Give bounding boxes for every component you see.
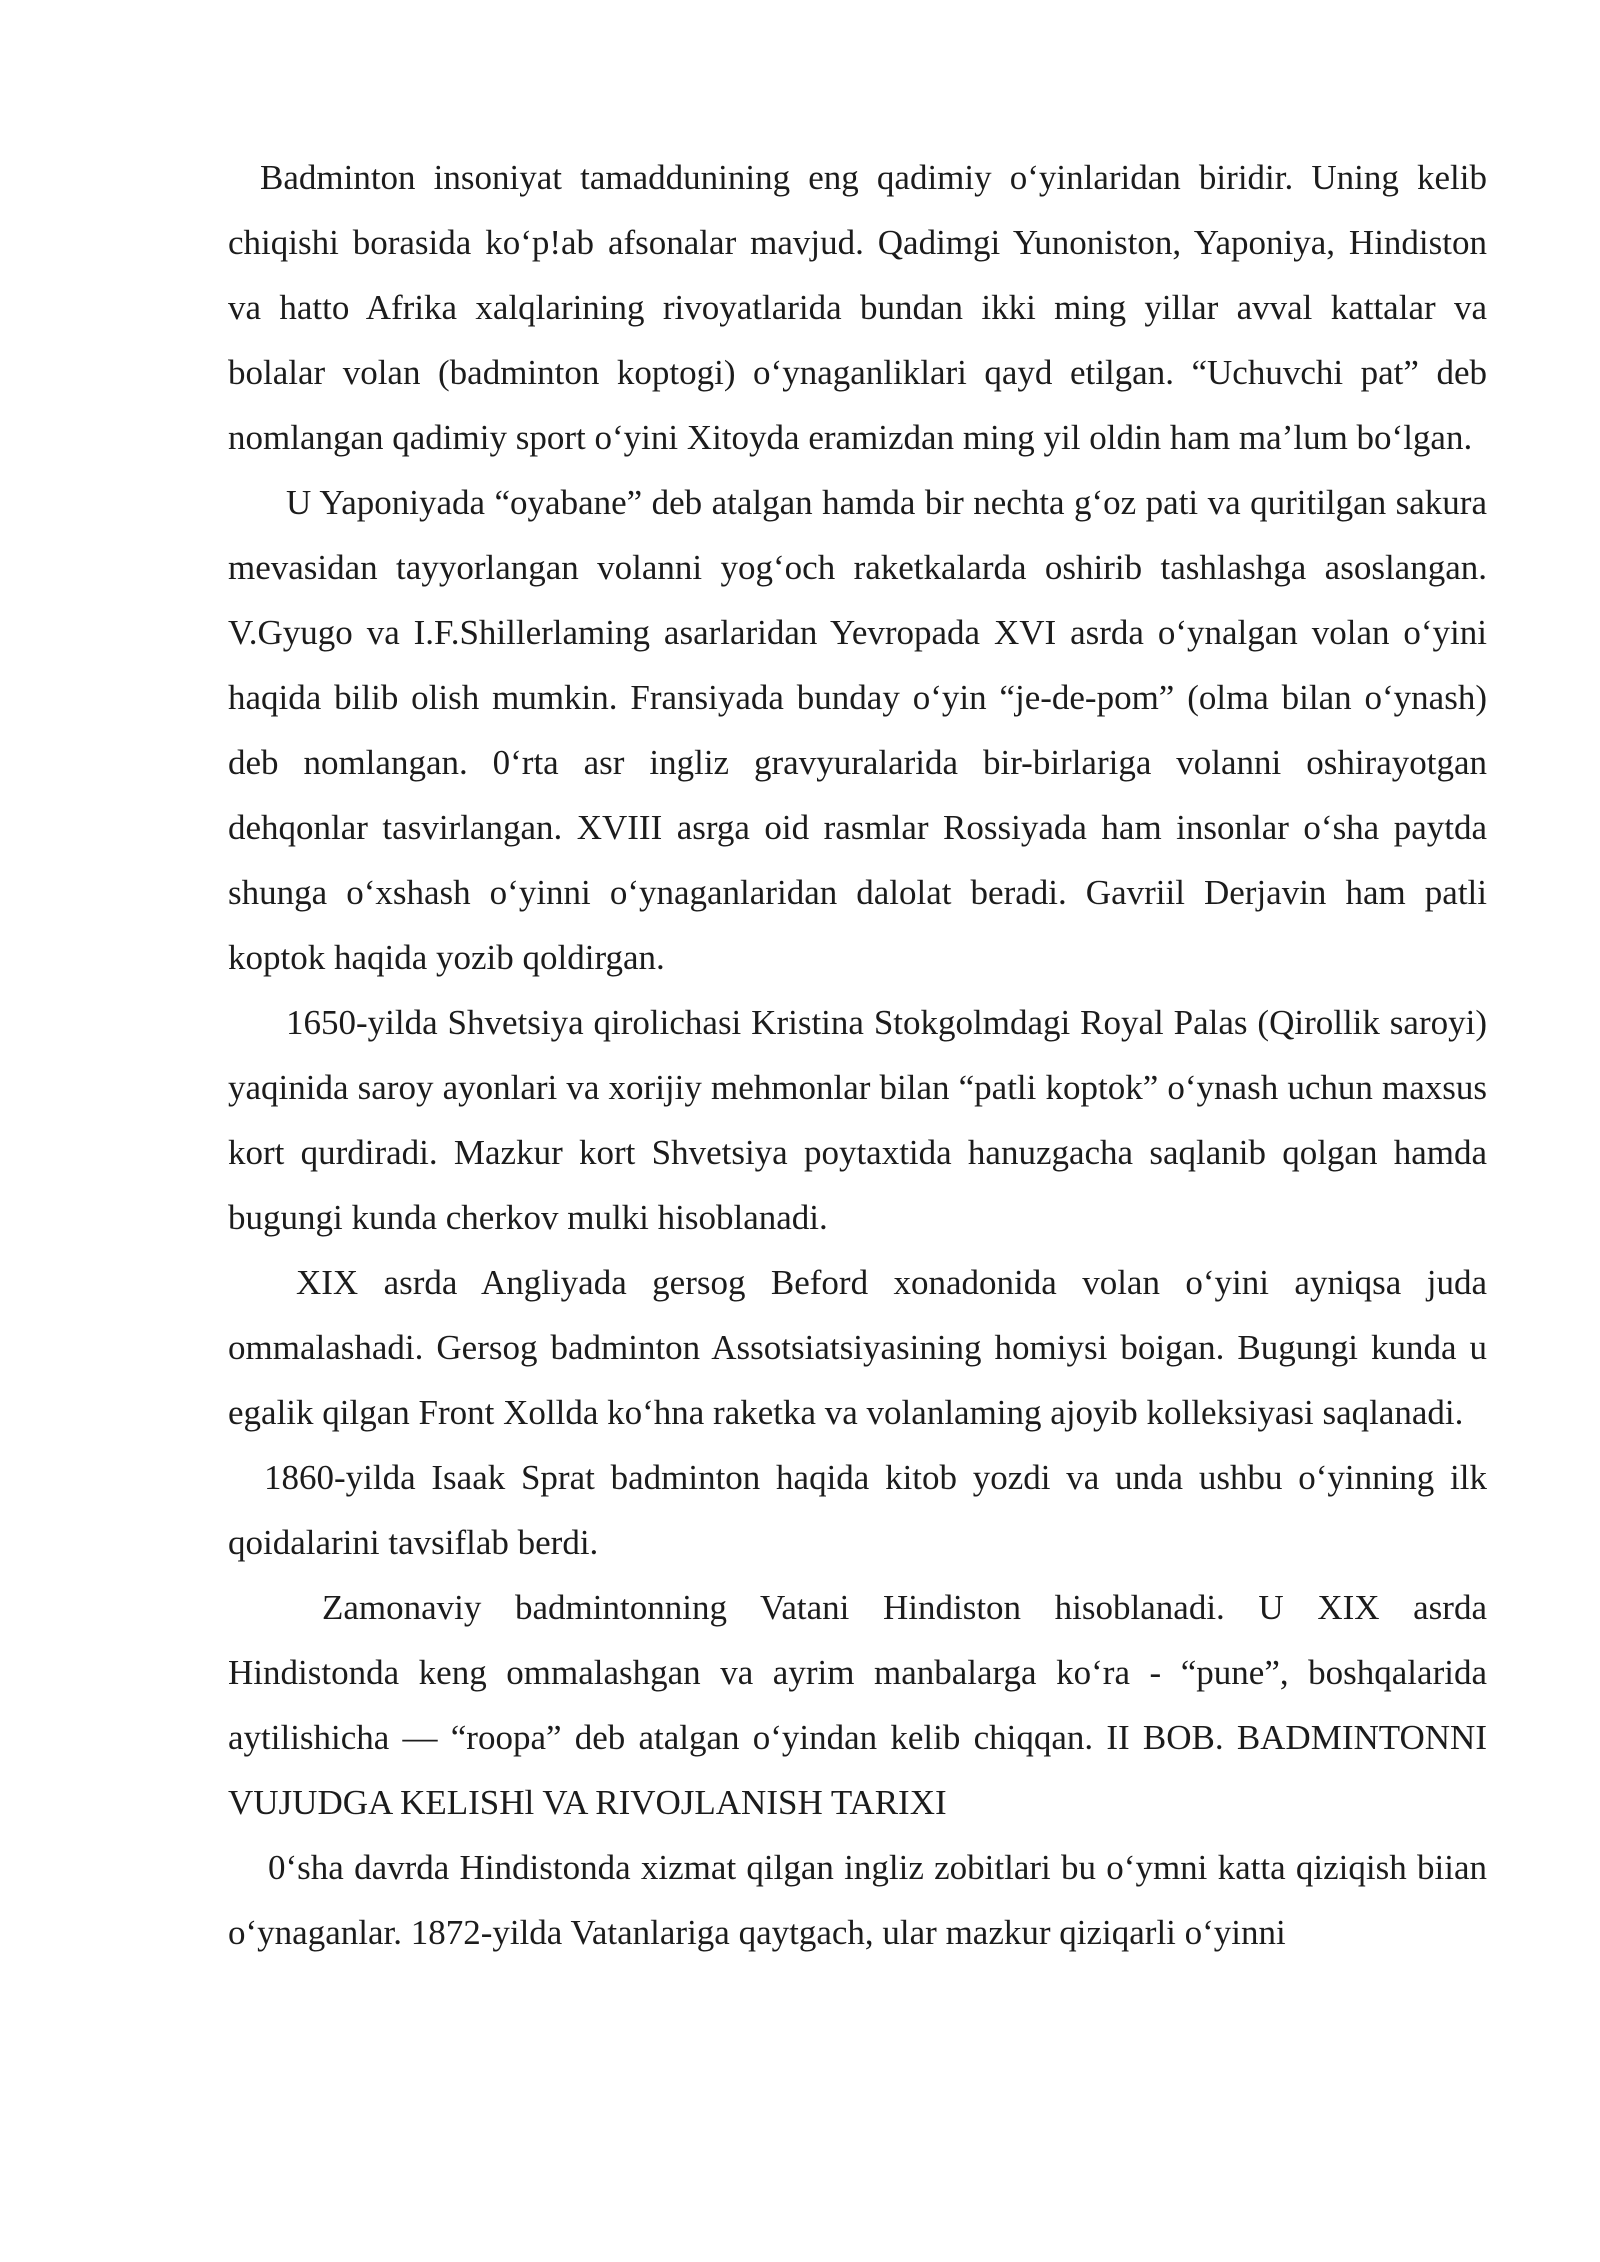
paragraph-officers-1872: 0‘sha davrda Hindistonda xizmat qilgan ingliz zobitlari bu o‘ymni katta qiziqish biian o‘ynaganlar. 1872-yilda Vatanlariga qaytgach, ular mazkur qiziqarli o‘yinni <box>228 1848 1487 1952</box>
paragraph-sweden-1650: 1650-yilda Shvetsiya qirolichasi Kristina Stokgolmdagi Royal Palas (Qirollik saroyi) yaqinida saroy ayonlari va xorijiy mehmonlar bilan “patli koptok” o‘ynash uchun maxsus kort qurdiradi. Mazkur kort Shvetsiya poytaxtida hanuzgacha saqlanib qolgan hamda bugungi kunda cherkov mulki hisoblanadi. <box>228 1003 1487 1237</box>
paragraph-japan-europe: U Yaponiyada “oyabane” deb atalgan hamda bir nechta g‘oz pati va quritilgan sakura mevasidan tayyorlangan volanni yog‘och raketkalarda oshirib tashlashga asoslangan. V.Gyugo va I.F.Shillerlaming asarlaridan Yevropada XVI asrda o‘ynalgan volan o‘yini haqida bilib olish mumkin. Fransiyada bunday o‘yin “je-de-pom” (olma bilan o‘ynash) deb nomlangan. 0‘rta asr ingliz gravyuralarida bir-birlariga volanni oshirayotgan dehqonlar tasvirlangan. XVIII asrga oid rasmlar Rossiyada ham insonlar o‘sha paytda shunga o‘xshash o‘yinni o‘ynaganlaridan dalolat beradi. Gavriil Derjavin ham patli koptok haqida yozib qoldirgan. <box>228 483 1487 977</box>
paragraph-sprat-1860: 1860-yilda Isaak Sprat badminton haqida kitob yozdi va unda ushbu o‘yinning ilk qoidalarini tavsiflab berdi. <box>228 1458 1487 1562</box>
document-page <box>228 145 1487 1965</box>
paragraph-origins: Badminton insoniyat tamaddunining eng qadimiy o‘yinlaridan biridir. Uning kelib chiqishi borasida ko‘p!ab afsonalar mavjud. Qadimgi Yunoniston, Yaponiya, Hindiston va hatto Afrika xalqlarining rivoyatlarida bundan ikki ming yillar avval kattalar va bolalar volan (badminton koptogi) o‘ynaganliklari qayd etilgan. “Uchuvchi pat” deb nomlangan qadimiy sport o‘yini Xitoyda eramizdan ming yil oldin ham ma’lum bo‘lgan. <box>228 158 1487 457</box>
paragraph-india-homeland: Zamonaviy badmintonning Vatani Hindiston hisoblanadi. U XIX asrda Hindistonda keng ommalashgan va ayrim manbalarga ko‘ra - “pune”, boshqalarida aytilishicha — “roopa” deb atalgan o‘yindan kelib chiqqan. II BOB. BADMINTONNI VUJUDGA KELISHl VA RIVOJLANISH TARIXI <box>228 1588 1487 1822</box>
paragraph-england-xix: XIX asrda Angliyada gersog Beford xonadonida volan o‘yini ayniqsa juda ommalashadi. Gersog badminton Assotsiatsiyasining homiysi boigan. Bugungi kunda u egalik qilgan Front Xollda ko‘hna raketka va volanlaming ajoyib kolleksiyasi saqlanadi. <box>228 1263 1487 1432</box>
